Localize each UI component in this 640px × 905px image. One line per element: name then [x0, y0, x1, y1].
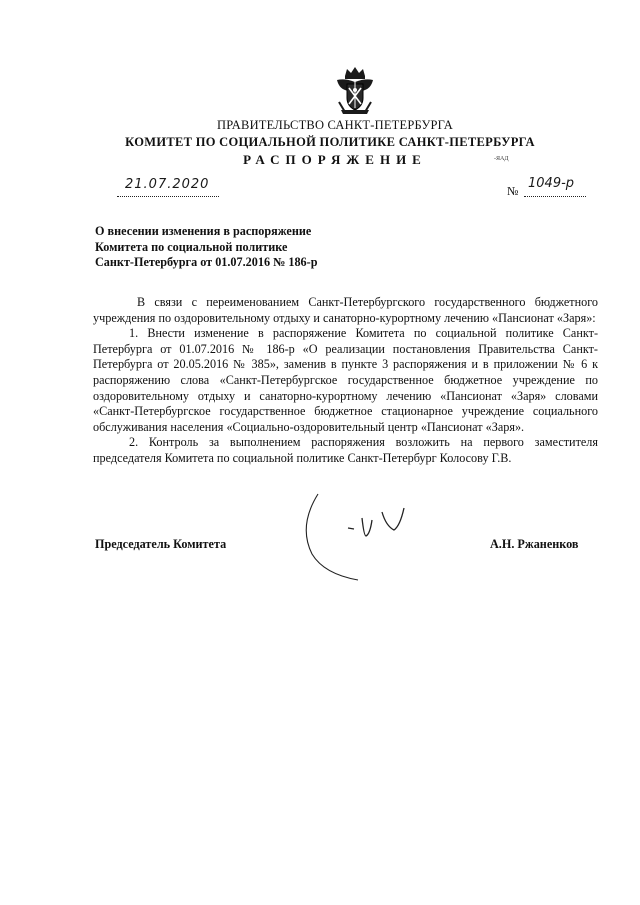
number-field: [524, 178, 586, 197]
body-paragraph: 1. Внести изменение в распоряжение Комитета по социальной политике Санкт-Петербурга от 01.07.2016 № 186-р «О реализации постановления Правительства Санкт-Петербурга от 20.05.2016 № 385», заменив в пункте 3 распоряжения и в приложении № 6 к распоряжению слова «Санкт-Петербургское государственное бюджетное учреждение по оздоровительному отдыху и санаторно-курортному лечению «Пансионат «Заря» словами «Санкт-Петербургское государственное бюджетное стационарное учреждение социального обслуживания населения «Социально-оздоровительный центр «Пансионат «Заря».: [93, 326, 598, 434]
registration-mark: -ЯАД: [494, 156, 509, 162]
committee-title: КОМИТЕТ ПО СОЦИАЛЬНОЙ ПОЛИТИКЕ САНКТ-ПЕТЕРБУРГА: [125, 135, 535, 149]
signatory-name: А.Н. Ржаненков: [490, 537, 579, 551]
body-paragraph: 2. Контроль за выполнением распоряжения возложить на первого заместителя председателя Комитета по социальной политике Санкт-Петербург Колосову Г.В.: [93, 435, 598, 465]
document-subject: [95, 224, 395, 271]
handwritten-date: 21.07.2020: [125, 177, 210, 192]
subject-line: Комитета по социальной политике: [95, 239, 288, 254]
handwritten-signature: [300, 476, 420, 586]
coat-of-arms-icon: [333, 66, 377, 118]
body-paragraph: В связи с переименованием Санкт-Петербургского государственного бюджетного учреждения по оздоровительному отдыху и санаторно-курортному лечению «Пансионат «Заря»:: [93, 295, 598, 325]
number-label: №: [507, 184, 519, 198]
date-field: [117, 178, 219, 197]
document-body: [93, 295, 598, 467]
government-title: ПРАВИТЕЛЬСТВО САНКТ-ПЕТЕРБУРГА: [217, 118, 453, 132]
signatory-position: Председатель Комитета: [95, 537, 227, 551]
document-type: РАСПОРЯЖЕНИЕ: [243, 152, 427, 167]
subject-line: О внесении изменения в распоряжение: [95, 224, 312, 238]
handwritten-number: 1049-р: [528, 176, 575, 191]
subject-line: Санкт-Петербурга от 01.07.2016 № 186-р: [95, 255, 318, 269]
